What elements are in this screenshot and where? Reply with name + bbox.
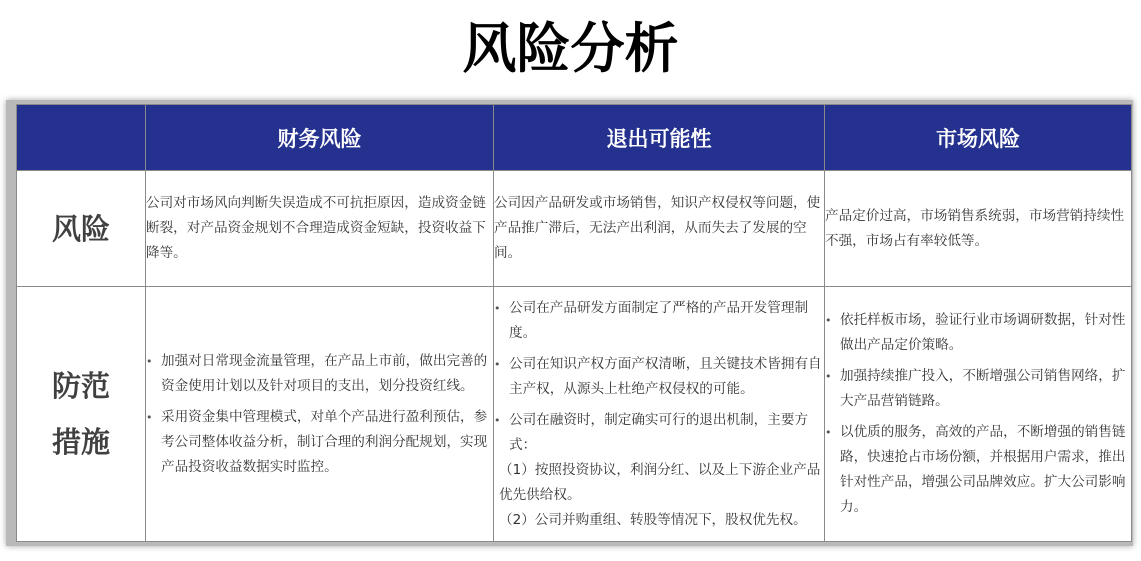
header-finance-risk: 财务风险 <box>146 105 494 171</box>
finance-measure-list <box>146 349 493 480</box>
market-measure-cell <box>825 287 1132 542</box>
risk-row-label-text: 风险 <box>51 211 110 246</box>
list-item: • 依托样板市场，验证行业市场调研数据，针对性做出产品定价策略。 <box>825 308 1131 358</box>
finance-risk-cell <box>146 171 494 287</box>
page-title: 风险分析 <box>462 17 679 80</box>
exit-method-2: （2）公司并购重组、转股等情况下，股权优先权。 <box>499 511 807 528</box>
list-item: • 公司在产品研发方面制定了严格的产品开发管理制度。 <box>494 296 824 346</box>
list-item: • 公司在知识产权方面产权清晰，且关键技术皆拥有自主产权，从源头上杜绝产权侵权的可能。 <box>494 352 824 402</box>
list-item: • 加强持续推广投入，不断增强公司销售网络，扩大产品营销链路。 <box>825 364 1131 414</box>
exit-risk-text: 公司因产品研发或市场销售，知识产权侵权等问题，使产品推广滞后，无法产出利润，从而失去了发展的空间。 <box>494 195 821 261</box>
exit-method-1: （1）按照投资协议，利润分红、以及上下游企业产品优先供给权。 <box>499 461 821 503</box>
exit-measure-cell <box>494 287 825 542</box>
list-item: • 公司在融资时，制定确实可行的退出机制，主要方式： <box>494 408 824 458</box>
header-corner <box>17 105 146 171</box>
exit-risk-cell <box>494 171 825 287</box>
measure-row-label-line2: 措施 <box>51 425 110 459</box>
list-item: • 采用资金集中管理模式，对单个产品进行盈利预估，参考公司整体收益分析，制订合理的利润分配规划，实现产品投资收益数据实时监控。 <box>146 405 493 480</box>
finance-measure-cell <box>146 287 494 542</box>
risk-analysis-table <box>16 104 1132 542</box>
risk-row-label <box>17 171 146 287</box>
header-market-risk: 市场风险 <box>825 105 1132 171</box>
table-frame <box>6 100 1133 546</box>
market-measure-list <box>825 308 1131 520</box>
measure-row <box>17 287 1132 542</box>
header-exit-possibility: 退出可能性 <box>494 105 825 171</box>
market-risk-text: 产品定价过高，市场销售系统弱，市场营销持续性不强，市场占有率较低等。 <box>825 207 1125 249</box>
table-header-row <box>17 105 1132 171</box>
exit-measure-list <box>494 296 824 458</box>
list-item: • 加强对日常现金流量管理，在产品上市前，做出完善的资金使用计划以及针对项目的支出，划分投资红线。 <box>146 349 493 399</box>
risk-row <box>17 171 1132 287</box>
measure-row-label-line1: 防范 <box>51 369 110 403</box>
measure-row-label <box>17 287 146 542</box>
market-risk-cell <box>825 171 1132 287</box>
list-item: • 以优质的服务，高效的产品，不断增强的销售链路，快速抢占市场份额，并根据用户需求，推出针对性产品，增强公司品牌效应。扩大公司影响力。 <box>825 420 1131 520</box>
finance-risk-text: 公司对市场风向判断失误造成不可抗拒原因，造成资金链断裂，对产品资金规划不合理造成资金短缺，投资收益下降等。 <box>146 195 486 261</box>
